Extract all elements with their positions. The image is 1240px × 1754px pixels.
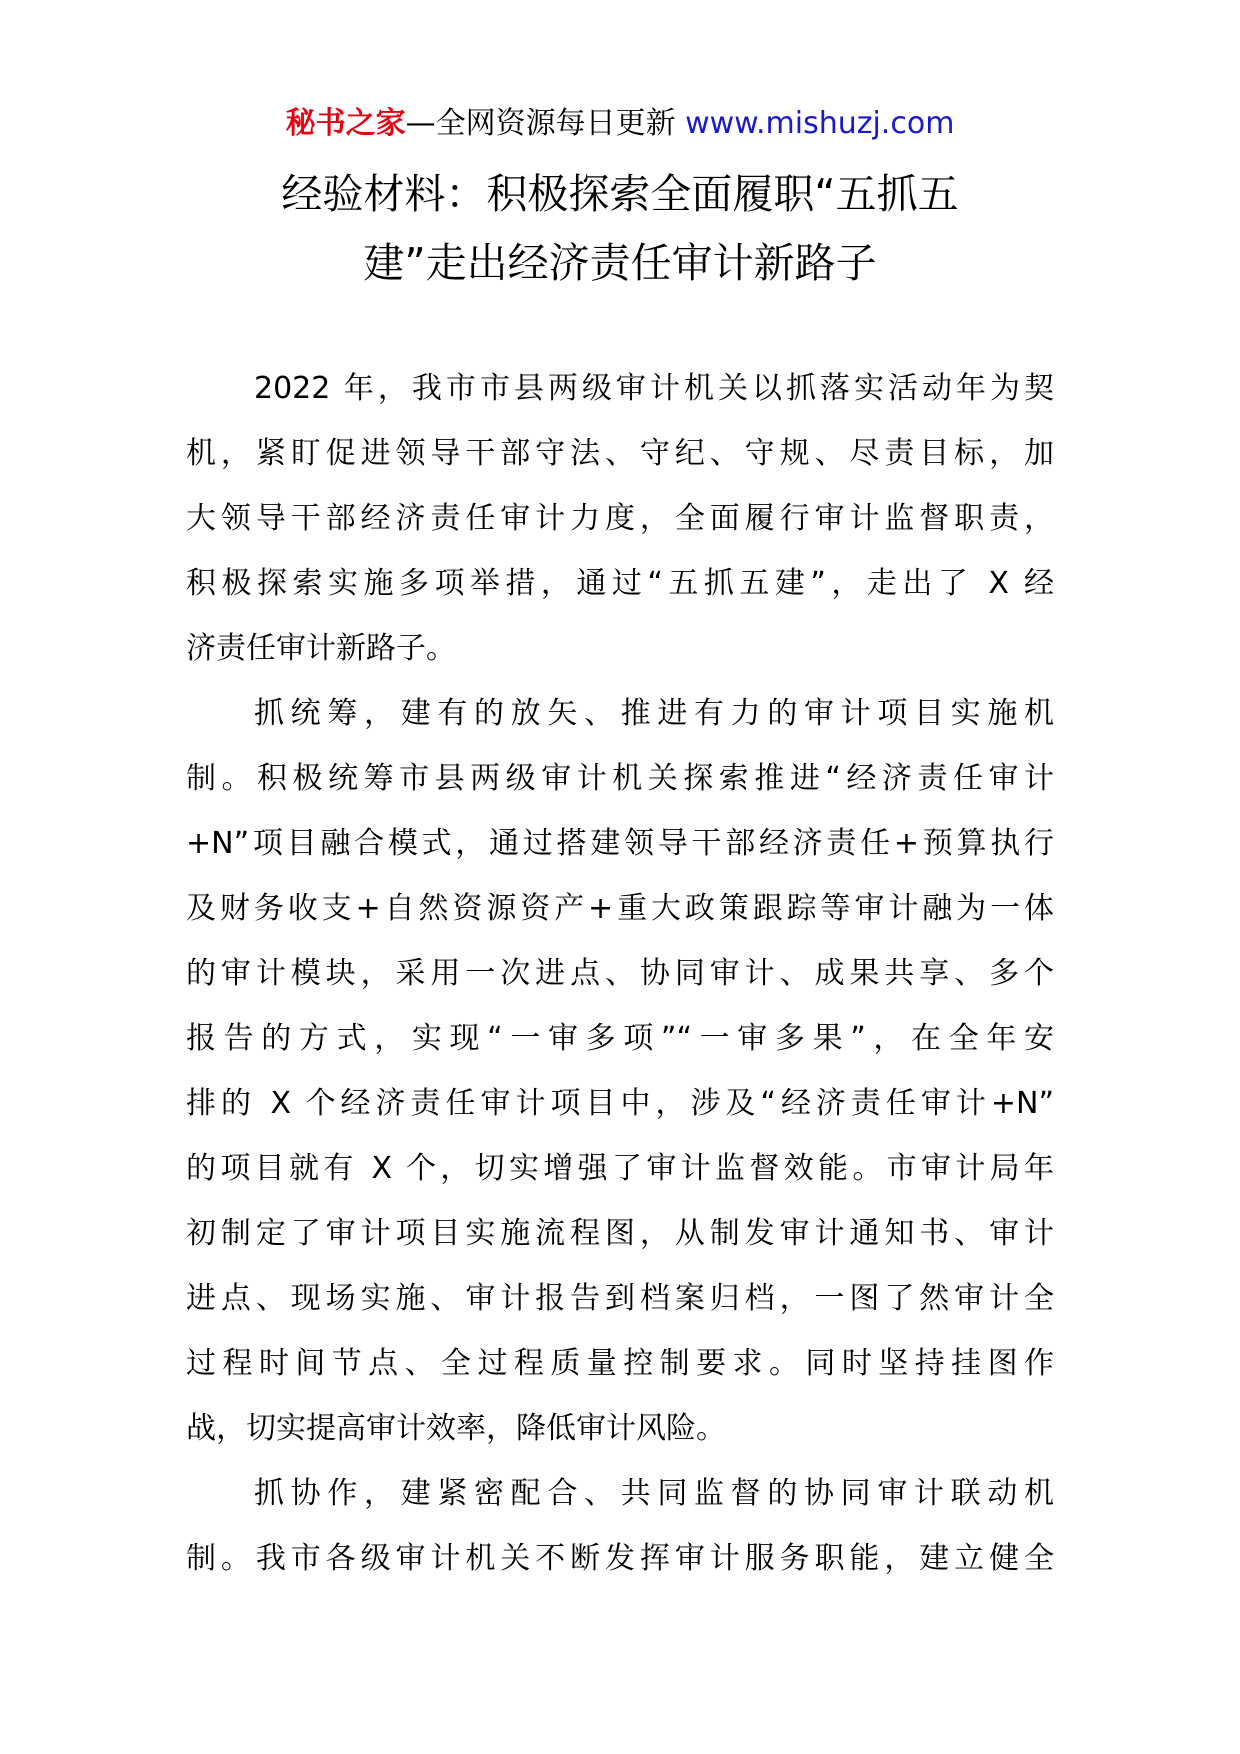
paragraph-coordination	[186, 681, 1054, 1461]
document-title	[0, 160, 1240, 298]
text-line: 2022 年，我市市县两级审计机关以抓落实活动年为契	[254, 371, 1054, 406]
text-line: 积极探索实施多项举措，通过“五抓五建”，走出了 X 经	[186, 566, 1054, 601]
site-url[interactable]: www.mishuzj.com	[675, 106, 955, 141]
title-line: 经验材料：积极探索全面履职“五抓五	[281, 170, 959, 218]
text-line: 报告的方式，实现“一审多项”“一审多果”，在全年安	[186, 1021, 1054, 1056]
paragraph-intro	[186, 356, 1054, 681]
text-line: 济责任审计新路子。	[186, 631, 456, 666]
text-line: 过程时间节点、全过程质量控制要求。同时坚持挂图作	[186, 1346, 1054, 1381]
text-line: 的审计模块，采用一次进点、协同审计、成果共享、多个	[186, 956, 1054, 991]
text-line: 进点、现场实施、审计报告到档案归档，一图了然审计全	[186, 1281, 1054, 1316]
paragraph-collaboration	[186, 1461, 1054, 1591]
brand-name: 秘书之家	[285, 106, 406, 141]
brand-slogan: —全网资源每日更新	[405, 106, 676, 141]
text-line: 制。积极统筹市县两级审计机关探索推进“经济责任审计	[186, 761, 1054, 796]
text-line: 机，紧盯促进领导干部守法、守纪、守规、尽责目标，加	[186, 436, 1054, 471]
text-line: 的项目就有 X 个，切实增强了审计监督效能。市审计局年	[186, 1151, 1054, 1186]
text-line: +N”项目融合模式，通过搭建领导干部经济责任+预算执行	[186, 826, 1054, 861]
text-line: 初制定了审计项目实施流程图，从制发审计通知书、审计	[186, 1216, 1054, 1251]
text-line: 抓统筹，建有的放矢、推进有力的审计项目实施机	[254, 696, 1054, 731]
watermark-header	[0, 102, 1240, 146]
text-line: 抓协作，建紧密配合、共同监督的协同审计联动机	[254, 1476, 1054, 1511]
text-line: 大领导干部经济责任审计力度，全面履行审计监督职责，	[186, 501, 1054, 536]
text-line: 战，切实提高审计效率，降低审计风险。	[186, 1411, 726, 1446]
text-line: 及财务收支+自然资源资产+重大政策跟踪等审计融为一体	[186, 891, 1054, 926]
text-line: 制。我市各级审计机关不断发挥审计服务职能，建立健全	[186, 1541, 1054, 1576]
document-body	[186, 356, 1054, 1591]
text-line: 排的 X 个经济责任审计项目中，涉及“经济责任审计+N”	[186, 1086, 1054, 1121]
title-line: 建”走出经济责任审计新路子	[363, 239, 877, 287]
